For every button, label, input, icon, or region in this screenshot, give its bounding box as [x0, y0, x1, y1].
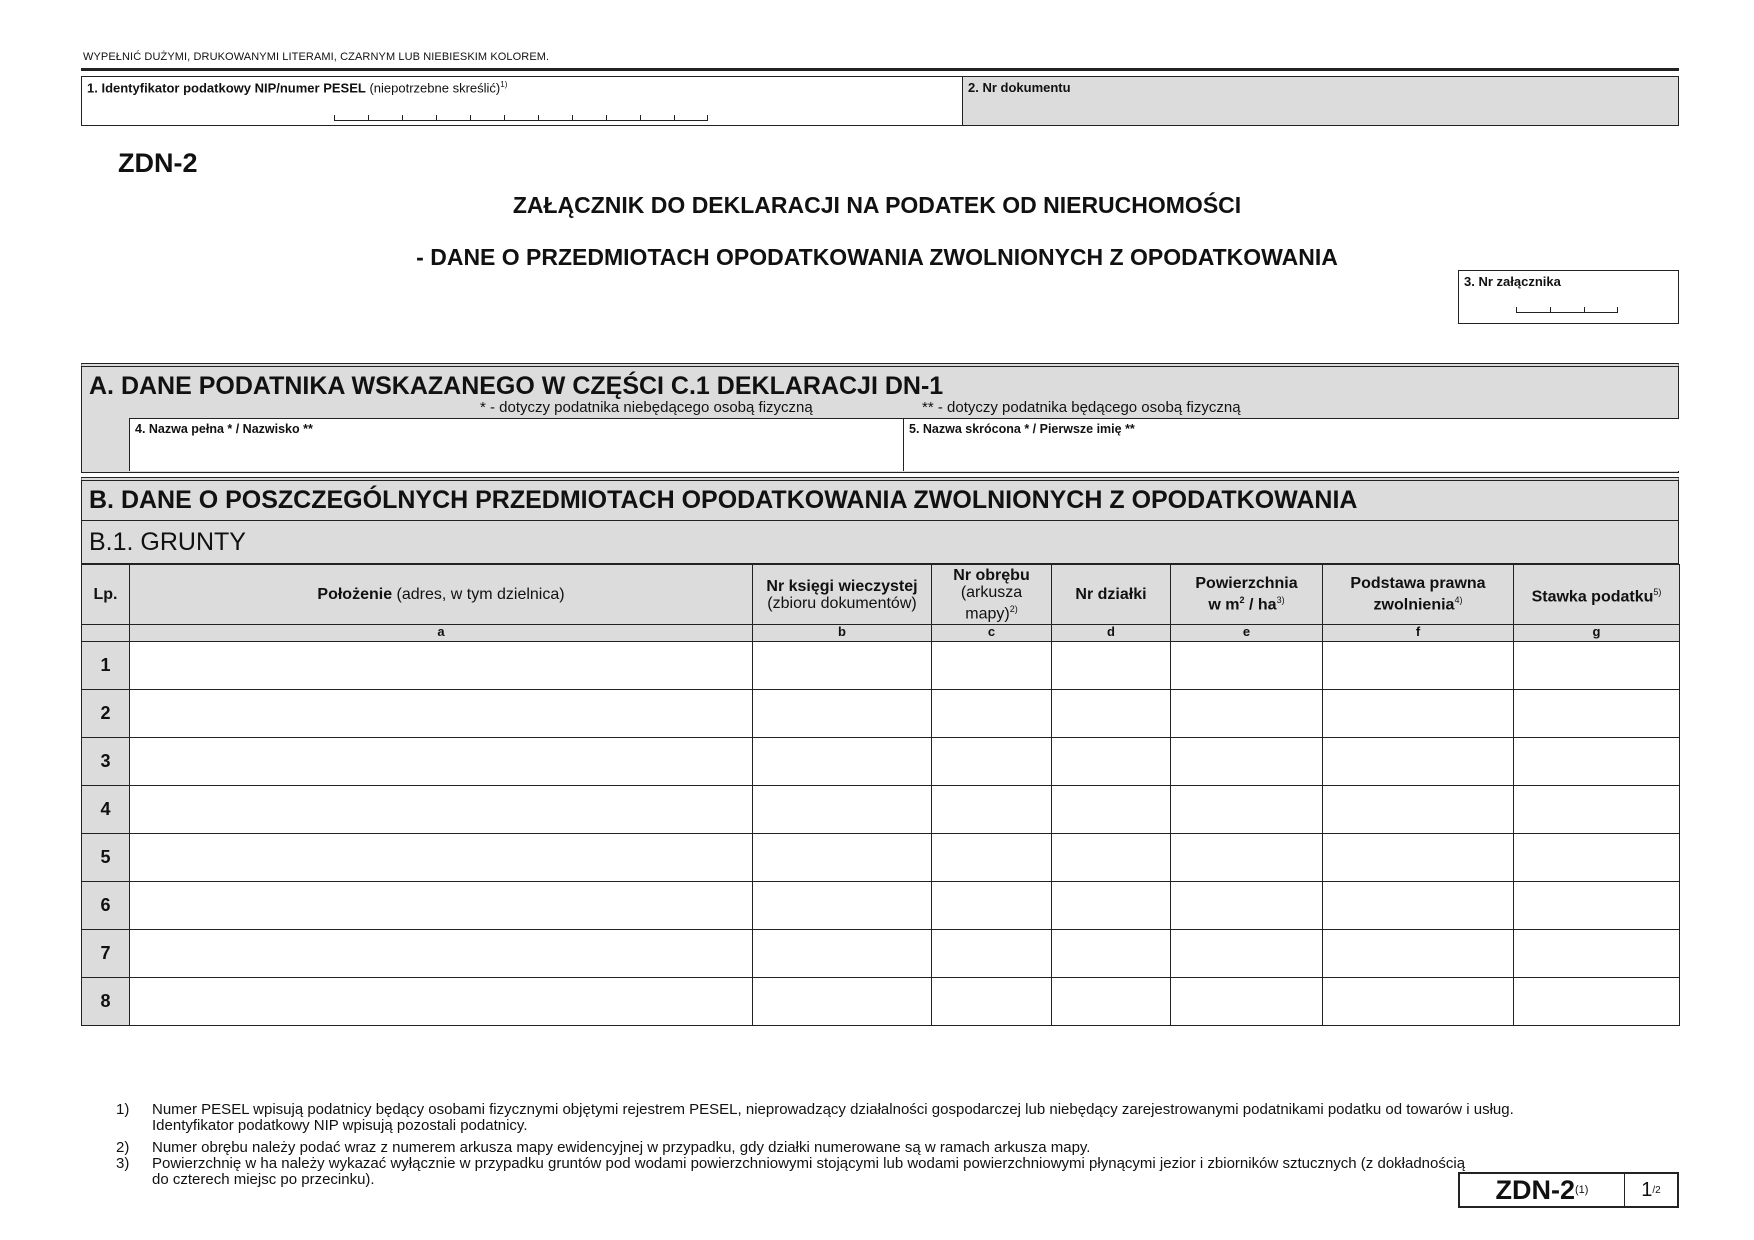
- input-cell[interactable]: [753, 690, 932, 738]
- input-cell[interactable]: [1171, 930, 1323, 978]
- input-cell[interactable]: [1323, 978, 1514, 1026]
- input-cell[interactable]: [1514, 786, 1680, 834]
- input-cell[interactable]: [753, 930, 932, 978]
- form-code: ZDN-2: [118, 148, 198, 178]
- row-number: 7: [82, 930, 130, 978]
- digit-cell[interactable]: [538, 115, 572, 121]
- table-row: [82, 786, 1680, 834]
- column-letters-row: [82, 625, 1680, 642]
- table-row: [82, 690, 1680, 738]
- field-3-attachment-number[interactable]: [1458, 270, 1679, 324]
- table-row: [82, 738, 1680, 786]
- digit-cell[interactable]: [1584, 307, 1618, 313]
- table-row: [82, 882, 1680, 930]
- footer-form-id: [1458, 1172, 1679, 1208]
- section-b-title: B. DANE O POSZCZEGÓLNYCH PRZEDMIOTACH OPODATKOWANIA ZWOLNIONYCH Z OPODATKOWANIA: [89, 486, 1358, 514]
- input-cell[interactable]: [1323, 930, 1514, 978]
- field-4-label: 4. Nazwa pełna * / Nazwisko **: [135, 422, 313, 436]
- input-cell[interactable]: [932, 978, 1052, 1026]
- input-cell[interactable]: [130, 882, 753, 930]
- input-cell[interactable]: [1323, 834, 1514, 882]
- footnote-text: Numer obrębu należy podać wraz z numerem arkusza mapy ewidencyjnej w przypadku, gdy działki numerowane są w ramach arkusza mapy.: [152, 1139, 1091, 1156]
- field-4-full-name[interactable]: [129, 418, 903, 471]
- digit-cell[interactable]: [1550, 307, 1584, 313]
- footnote-text: Powierzchnię w ha należy wykazać wyłącznie w przypadku gruntów pod wodami powierzchniowymi stojącymi lub wodami powierzchniowymi płynącymi jezior i zbiorników sztucznych (z dokładnością: [152, 1155, 1466, 1172]
- input-cell[interactable]: [932, 786, 1052, 834]
- digit-cell[interactable]: [1516, 307, 1550, 313]
- nip-digit-cells[interactable]: [334, 115, 708, 121]
- digit-cell[interactable]: [504, 115, 538, 121]
- input-cell[interactable]: [1514, 738, 1680, 786]
- col-header-plot-number: Nr działki: [1052, 565, 1171, 625]
- grunty-table: [81, 564, 1680, 1026]
- field-2-document-number: [963, 76, 1679, 126]
- field-1-label: 1. Identyfikator podatkowy NIP/numer PESEL (niepotrzebne skreślić)$^{1)}$: [87, 80, 508, 96]
- input-cell[interactable]: [1052, 786, 1171, 834]
- footer-code: ZDN-2 (1): [1460, 1174, 1625, 1206]
- field-3-label: 3. Nr załącznika: [1464, 274, 1561, 289]
- form-title-line-1: ZAŁĄCZNIK DO DEKLARACJI NA PODATEK OD NIERUCHOMOŚCI: [512, 192, 1242, 218]
- section-b1: [81, 521, 1679, 564]
- digit-cell[interactable]: [470, 115, 504, 121]
- footnote-number: 3): [116, 1155, 130, 1172]
- input-cell[interactable]: [753, 786, 932, 834]
- input-cell[interactable]: [1052, 738, 1171, 786]
- input-cell[interactable]: [753, 978, 932, 1026]
- input-cell[interactable]: [1514, 930, 1680, 978]
- input-cell[interactable]: [1323, 882, 1514, 930]
- input-cell[interactable]: [1052, 834, 1171, 882]
- input-cell[interactable]: [1323, 786, 1514, 834]
- digit-cell[interactable]: [334, 115, 368, 121]
- instruction-text: WYPEŁNIĆ DUŻYMI, DRUKOWANYMI LITERAMI, CZARNYM LUB NIEBIESKIM KOLOREM.: [83, 51, 550, 63]
- input-cell[interactable]: [130, 642, 753, 690]
- field-2-label: 2. Nr dokumentu: [968, 80, 1071, 95]
- section-b: [81, 477, 1679, 521]
- input-cell[interactable]: [932, 642, 1052, 690]
- letter-cell-empty: [82, 625, 130, 642]
- input-cell[interactable]: [1323, 738, 1514, 786]
- digit-cell[interactable]: [402, 115, 436, 121]
- input-cell[interactable]: [1052, 978, 1171, 1026]
- input-cell[interactable]: [932, 834, 1052, 882]
- col-letter: f: [1323, 625, 1514, 642]
- input-cell[interactable]: [1052, 882, 1171, 930]
- col-letter: g: [1514, 625, 1680, 642]
- input-cell[interactable]: [932, 882, 1052, 930]
- table-row: [82, 930, 1680, 978]
- input-cell[interactable]: [1171, 786, 1323, 834]
- digit-cell[interactable]: [640, 115, 674, 121]
- section-b1-title: B.1. GRUNTY: [89, 528, 246, 556]
- col-letter: a: [130, 625, 753, 642]
- input-cell[interactable]: [753, 882, 932, 930]
- row-number: 3: [82, 738, 130, 786]
- form-title-line-2: - DANE O PRZEDMIOTACH OPODATKOWANIA ZWOLNIONYCH Z OPODATKOWANIA: [416, 244, 1338, 270]
- section-a-title: A. DANE PODATNIKA WSKAZANEGO W CZĘŚCI C.1 DEKLARACJI DN-1: [89, 372, 944, 400]
- input-cell[interactable]: [932, 738, 1052, 786]
- digit-cell[interactable]: [368, 115, 402, 121]
- input-cell[interactable]: [130, 978, 753, 1026]
- digit-cell[interactable]: [572, 115, 606, 121]
- col-header-location: Położenie (adres, w tym dzielnica): [130, 565, 753, 625]
- input-cell[interactable]: [753, 738, 932, 786]
- table-row: [82, 834, 1680, 882]
- field-5-label: 5. Nazwa skrócona * / Pierwsze imię **: [909, 422, 1135, 436]
- col-letter: d: [1052, 625, 1171, 642]
- input-cell[interactable]: [1171, 642, 1323, 690]
- footnote-text: Numer PESEL wpisują podatnicy będący osobami fizycznymi objętymi rejestrem PESEL, nieprowadzący działalności gospodarczej lub niebędący zarejestrowanymi podatnikami podatku od towarów i usług.: [152, 1101, 1514, 1118]
- table-row: [82, 642, 1680, 690]
- row-number: 1: [82, 642, 130, 690]
- input-cell[interactable]: [130, 930, 753, 978]
- row-number: 5: [82, 834, 130, 882]
- col-header-legal-basis: Podstawa prawna zwolnienia$^{4)}$: [1323, 565, 1514, 625]
- input-cell[interactable]: [130, 786, 753, 834]
- input-cell[interactable]: [130, 738, 753, 786]
- input-cell[interactable]: [1514, 834, 1680, 882]
- attachment-number-cells[interactable]: [1516, 307, 1618, 313]
- input-cell[interactable]: [1514, 642, 1680, 690]
- input-cell[interactable]: [753, 834, 932, 882]
- col-header-precinct: Nr obrębu (arkusza mapy)$^{2)}$: [932, 565, 1052, 625]
- col-letter: e: [1171, 625, 1323, 642]
- input-cell[interactable]: [1171, 978, 1323, 1026]
- footer-page: 1 /2: [1641, 1178, 1661, 1201]
- row-number: 6: [82, 882, 130, 930]
- digit-cell[interactable]: [606, 115, 640, 121]
- col-header-land-register: Nr księgi wieczystej (zbioru dokumentów): [753, 565, 932, 625]
- section-a-note-natural-person: ** - dotyczy podatnika będącego osobą fizyczną: [922, 399, 1241, 416]
- input-cell[interactable]: [1514, 690, 1680, 738]
- input-cell[interactable]: [130, 834, 753, 882]
- input-cell[interactable]: [1323, 642, 1514, 690]
- col-header-tax-rate: Stawka podatku$^{5)}$: [1514, 565, 1680, 625]
- footnote-number: 2): [116, 1139, 130, 1156]
- col-header-area: Powierzchnia w $m^2 / ha^{3)}$: [1171, 565, 1323, 625]
- input-cell[interactable]: [130, 690, 753, 738]
- col-letter: c: [932, 625, 1052, 642]
- input-cell[interactable]: [1323, 690, 1514, 738]
- footnote-text: do czterech miejsc po przecinku).: [152, 1171, 375, 1188]
- input-cell[interactable]: [932, 690, 1052, 738]
- input-cell[interactable]: [1171, 834, 1323, 882]
- section-a-note-legal-entity: * - dotyczy podatnika niebędącego osobą fizyczną: [480, 399, 813, 416]
- input-cell[interactable]: [1171, 738, 1323, 786]
- table-row: [82, 978, 1680, 1026]
- footnote-text: Identyfikator podatkowy NIP wpisują pozostali podatnicy.: [152, 1117, 528, 1134]
- field-1-nip-pesel[interactable]: [81, 76, 963, 126]
- row-number: 2: [82, 690, 130, 738]
- digit-cell[interactable]: [674, 115, 708, 121]
- input-cell[interactable]: [753, 642, 932, 690]
- top-rule: [81, 68, 1679, 71]
- input-cell[interactable]: [1052, 930, 1171, 978]
- input-cell[interactable]: [1052, 642, 1171, 690]
- row-number: 8: [82, 978, 130, 1026]
- input-cell[interactable]: [1514, 978, 1680, 1026]
- input-cell[interactable]: [1052, 690, 1171, 738]
- input-cell[interactable]: [1171, 690, 1323, 738]
- digit-cell[interactable]: [436, 115, 470, 121]
- input-cell[interactable]: [1514, 882, 1680, 930]
- col-letter: b: [753, 625, 932, 642]
- input-cell[interactable]: [1171, 882, 1323, 930]
- input-cell[interactable]: [932, 930, 1052, 978]
- field-5-short-name[interactable]: [903, 418, 1679, 471]
- row-number: 4: [82, 786, 130, 834]
- footnote-number: 1): [116, 1101, 130, 1118]
- col-header-lp: Lp.: [82, 565, 130, 625]
